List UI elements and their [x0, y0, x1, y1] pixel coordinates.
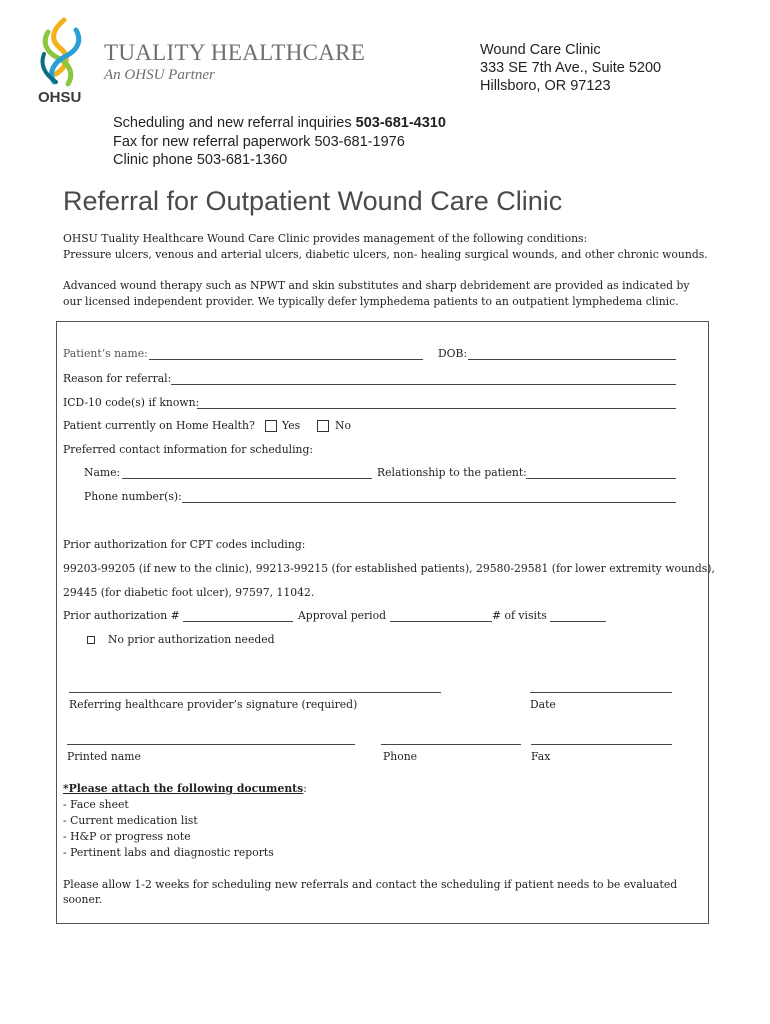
prior-auth-number-field[interactable] — [183, 621, 293, 622]
scheduling-label: Scheduling and new referral inquiries — [113, 115, 356, 131]
dob-field[interactable] — [468, 359, 676, 360]
patient-name-field[interactable] — [149, 359, 423, 360]
cpt-codes-line-2: 29445 (for diabetic foot ulcer), 97597, 11042. — [63, 586, 315, 599]
brand-name: TUALITY HEALTHCARE — [104, 40, 366, 65]
no-prior-auth-label: No prior authorization needed — [108, 633, 275, 646]
signature-label: Referring healthcare provider’s signature (required) — [69, 698, 358, 711]
attach-heading-text: *Please attach the following documents — [63, 782, 304, 795]
icd-field[interactable] — [197, 408, 676, 409]
fax-label: Fax — [531, 750, 551, 763]
prior-auth-number-label: Prior authorization # — [63, 609, 180, 622]
attach-item-medication-list: - Current medication list — [63, 814, 198, 827]
date-field[interactable] — [530, 692, 672, 693]
signature-field[interactable] — [69, 692, 441, 693]
cpt-codes-line-1: 99203-99205 (if new to the clinic), 99213-99215 (for established patients), 29580-29581 (for lower extremity wounds), — [63, 562, 715, 575]
scheduling-line — [113, 114, 446, 133]
visits-field[interactable] — [550, 621, 606, 622]
fax-line: Fax for new referral paperwork 503-681-1976 — [113, 133, 405, 150]
approval-period-label: Approval period — [298, 609, 387, 622]
date-label: Date — [530, 698, 556, 711]
attach-item-face-sheet: - Face sheet — [63, 798, 129, 811]
icd-label: ICD-10 code(s) if known: — [63, 396, 200, 409]
home-health-yes-checkbox[interactable] — [265, 420, 277, 432]
page-title: Referral for Outpatient Wound Care Clinic — [63, 186, 563, 216]
intro-block-2 — [63, 278, 689, 310]
intro-line-1: OHSU Tuality Healthcare Wound Care Clinic provides management of the following conditions: — [63, 232, 588, 245]
intro-line-2: Pressure ulcers, venous and arterial ulcers, diabetic ulcers, non- healing surgical wounds, and other chronic wounds. — [63, 248, 708, 261]
relationship-field[interactable] — [526, 478, 676, 479]
attach-item-labs: - Pertinent labs and diagnostic reports — [63, 846, 274, 859]
attach-heading-colon: : — [303, 782, 307, 795]
preferred-contact-label: Preferred contact information for scheduling: — [63, 443, 314, 456]
clinic-phone-line: Clinic phone 503-681-1360 — [113, 152, 288, 168]
reason-field[interactable] — [171, 384, 676, 385]
ohsu-logo — [34, 16, 90, 106]
allow-note-line-1: Please allow 1-2 weeks for scheduling new referrals and contact the scheduling if patient needs to be evaluated — [63, 878, 678, 891]
phone-numbers-label: Phone number(s): — [84, 490, 182, 503]
intro-block-1 — [63, 231, 708, 263]
home-health-yes-label: Yes — [282, 419, 301, 432]
home-health-no-checkbox[interactable] — [317, 420, 329, 432]
phone-numbers-field[interactable] — [182, 502, 676, 503]
prior-auth-cpt-label: Prior authorization for CPT codes including: — [63, 538, 306, 551]
home-health-label: Patient currently on Home Health? — [63, 419, 255, 432]
contact-name-label: Name: — [84, 466, 121, 479]
intro-line-4: our licensed independent provider. We typically defer lymphedema patients to an outpatient lymphedema clinic. — [63, 295, 679, 308]
contact-info — [113, 114, 446, 170]
approval-period-field[interactable] — [390, 621, 492, 622]
printed-name-field[interactable] — [67, 744, 355, 745]
phone-field[interactable] — [381, 744, 521, 745]
fax-field[interactable] — [531, 744, 672, 745]
phone-label: Phone — [383, 750, 418, 763]
attach-heading — [63, 782, 307, 795]
logo-text: OHSU — [38, 89, 82, 106]
allow-note-line-2: sooner. — [63, 893, 103, 906]
brand-subtitle: An OHSU Partner — [104, 67, 215, 83]
intro-line-3: Advanced wound therapy such as NPWT and skin substitutes and sharp debridement are provided as indicated by — [63, 279, 690, 292]
printed-name-label: Printed name — [67, 750, 141, 763]
contact-name-field[interactable] — [122, 478, 372, 479]
scheduling-phone: 503-681-4310 — [355, 115, 446, 131]
patient-name-label: Patient’s name: — [63, 347, 148, 360]
address-line-2: 333 SE 7th Ave., Suite 5200 — [480, 60, 662, 76]
no-prior-auth-checkbox[interactable] — [87, 636, 95, 644]
home-health-no-label: No — [335, 419, 351, 432]
visits-label: # of visits — [492, 609, 547, 622]
relationship-label: Relationship to the patient: — [377, 466, 527, 479]
dob-label: DOB: — [438, 347, 468, 360]
address-line-1: Wound Care Clinic — [480, 42, 601, 58]
reason-label: Reason for referral: — [63, 372, 172, 385]
attach-item-progress-note: - H&P or progress note — [63, 830, 191, 843]
address-line-3: Hillsboro, OR 97123 — [480, 78, 611, 94]
clinic-address — [480, 41, 661, 95]
